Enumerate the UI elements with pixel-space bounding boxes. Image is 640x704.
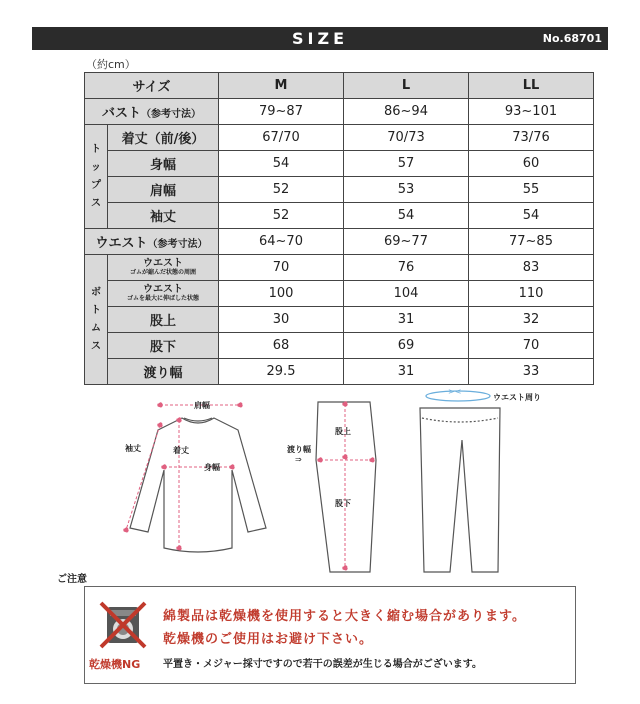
bottoms-rise-ll: 32 xyxy=(469,307,594,333)
dryer-ng-label: 乾燥機NG xyxy=(89,658,141,671)
bottoms-thigh-label: 渡り幅 xyxy=(108,359,219,385)
waist-ll: 77~85 xyxy=(469,229,594,255)
label-shoulder: 肩幅 xyxy=(194,401,210,410)
waist-m: 64~70 xyxy=(219,229,344,255)
tops-category-char: ト xyxy=(91,143,101,155)
bottoms-inseam-l: 69 xyxy=(344,333,469,359)
tops-chest-m: 54 xyxy=(219,151,344,177)
tops-shoulder-ll: 55 xyxy=(469,177,594,203)
bottoms-category-char: ム xyxy=(91,322,101,334)
unit-note: （約cm） xyxy=(86,58,136,71)
bottoms-waist-relaxed-sub: ゴムが縮んだ状態の周囲 xyxy=(129,269,196,276)
tops-length-label: 着丈（前/後） xyxy=(108,125,219,151)
bottoms-thigh-l: 31 xyxy=(344,359,469,385)
bottoms-rise-label: 股上 xyxy=(108,307,219,333)
tops-length-m: 67/70 xyxy=(219,125,344,151)
top-garment-illustration xyxy=(130,418,266,552)
bottoms-waist-relaxed-m: 70 xyxy=(219,255,344,281)
tops-length-l: 70/73 xyxy=(344,125,469,151)
size-header-label: サイズ xyxy=(85,73,219,99)
bottoms-waist-stretched-ll: 110 xyxy=(469,281,594,307)
tops-chest-l: 57 xyxy=(344,151,469,177)
bottoms-thigh-m: 29.5 xyxy=(219,359,344,385)
page-title: SIZE xyxy=(291,29,348,48)
caution-line-2: 乾燥機のご使用はお避け下さい。 xyxy=(163,632,374,647)
waist-label-note: （参考寸法） xyxy=(147,239,208,250)
caution-line-3: 平置き・メジャー採寸ですので若干の誤差が生じる場合がございます。 xyxy=(163,659,482,670)
bottoms-waist-stretched-m: 100 xyxy=(219,281,344,307)
waist-arrow-icon: >< xyxy=(448,387,462,396)
label-thigh: 渡り幅 xyxy=(287,445,311,454)
tops-chest-label: 身幅 xyxy=(108,151,219,177)
product-code: No.68701 xyxy=(542,32,602,45)
top-measure-lines xyxy=(124,403,242,550)
pants-front-illustration xyxy=(420,408,500,572)
bottoms-rise-m: 30 xyxy=(219,307,344,333)
bottoms-inseam-ll: 70 xyxy=(469,333,594,359)
label-rise: 股上 xyxy=(335,427,351,436)
bottoms-waist-stretched-l: 104 xyxy=(344,281,469,307)
bottoms-rise-l: 31 xyxy=(344,307,469,333)
thigh-arrow: ⇒ xyxy=(295,455,302,464)
caution-label: ご注意 xyxy=(57,574,87,585)
label-sleeve: 袖丈 xyxy=(125,444,141,453)
tops-category-char: ス xyxy=(91,197,101,209)
label-waist-circumference: ウエスト周り xyxy=(493,393,541,402)
bottoms-category-char: ス xyxy=(91,340,101,352)
bottoms-inseam-m: 68 xyxy=(219,333,344,359)
tops-sleeve-label: 袖丈 xyxy=(108,203,219,229)
bust-m: 79~87 xyxy=(219,99,344,125)
bottoms-category-char: ボ xyxy=(91,286,101,298)
bottoms-waist-relaxed-l: 76 xyxy=(344,255,469,281)
label-length: 着丈 xyxy=(173,446,189,455)
dryer-prohibited-icon xyxy=(95,597,151,653)
tops-shoulder-l: 53 xyxy=(344,177,469,203)
tops-length-ll: 73/76 xyxy=(469,125,594,151)
bust-label-main: バスト xyxy=(101,106,141,121)
caution-line-1: 綿製品は乾燥機を使用すると大きく縮む場合があります。 xyxy=(163,609,526,624)
bust-label-note: （参考寸法） xyxy=(141,109,201,120)
tops-shoulder-m: 52 xyxy=(219,177,344,203)
size-header-ll: LL xyxy=(469,73,594,99)
bottoms-waist-relaxed-main: ウエスト xyxy=(143,258,183,269)
bust-l: 86~94 xyxy=(344,99,469,125)
bottoms-inseam-label: 股下 xyxy=(108,333,219,359)
tops-shoulder-label: 肩幅 xyxy=(108,177,219,203)
tops-sleeve-m: 52 xyxy=(219,203,344,229)
tops-category-char: プ xyxy=(91,179,101,191)
size-header-l: L xyxy=(344,73,469,99)
bottoms-waist-relaxed-ll: 83 xyxy=(469,255,594,281)
tops-sleeve-l: 54 xyxy=(344,203,469,229)
size-header-m: M xyxy=(219,73,344,99)
label-chest: 身幅 xyxy=(204,463,220,472)
bottoms-thigh-ll: 33 xyxy=(469,359,594,385)
label-inseam: 股下 xyxy=(335,499,351,508)
tops-category-char: ッ xyxy=(91,161,101,173)
waist-circumference-marker xyxy=(426,387,490,401)
tops-sleeve-ll: 54 xyxy=(469,203,594,229)
waist-l: 69~77 xyxy=(344,229,469,255)
bottoms-waist-stretched-main: ウエスト xyxy=(143,284,183,295)
caution-box xyxy=(84,586,576,684)
bust-ll: 93~101 xyxy=(469,99,594,125)
tops-chest-ll: 60 xyxy=(469,151,594,177)
waist-label-main: ウエスト xyxy=(95,236,148,251)
bottoms-waist-stretched-sub: ゴムを最大に伸ばした状態 xyxy=(126,295,199,302)
bottoms-category-char: ト xyxy=(91,304,101,316)
